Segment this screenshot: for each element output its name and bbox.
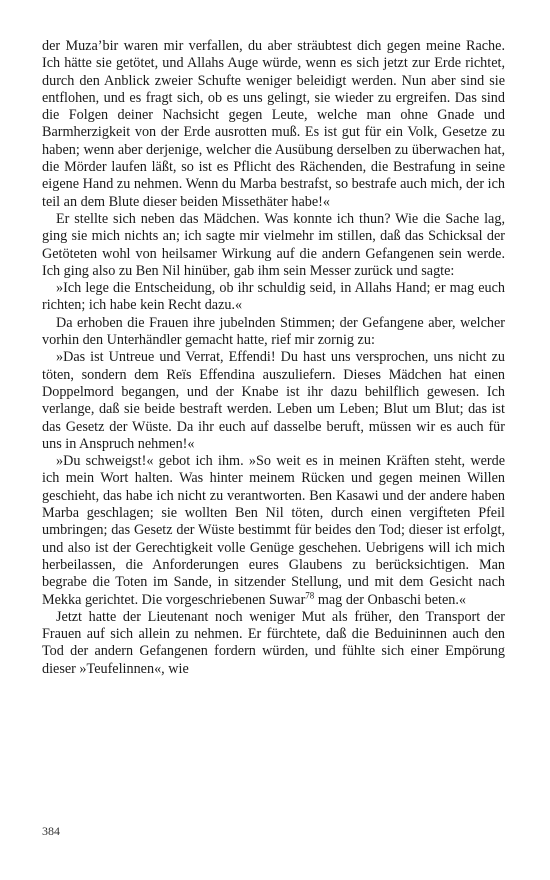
paragraph-5: »Das ist Untreue und Verrat, Effendi! Du hast uns versprochen, uns nicht zu töten, sondern dem Reïs Effendina auszuliefern. Dieses Mädchen hat einen Doppelmord begangen, und der Knabe ist ihr dazu behilflich gewesen. Ich verlange, daß sie beide bestraft werden. Leben um Leben; Blut um Blut; das ist das Gesetz der Wüste. Da ihr euch auf dasselbe beruft, müssen wir es auch für uns in Anspruch nehmen!« [42,349,505,452]
paragraph-1: der Muza’bir waren mir verfallen, du aber sträubtest dich gegen meine Rache. Ich hätte sie getötet, und Allahs Auge würde, wenn es sich jetzt zur Erde richtet, durch den Anblick zweier Schufte weniger beleidigt werden. Nun aber sind sie entflohen, und es fragt sich, ob es uns gelingt, sie wieder zu ergreifen. Das sind die Folgen deiner Nachsicht gegen Leute, welche man ohne Gnade und Barmherzigkeit von der Erde ausrotten muß. Es ist gut für ein Volk, Gesetze zu haben; wenn aber derjenige, welcher die Ausübung derselben zu überwachen hat, die Mörder laufen läßt, so ist es Pflicht des Rächenden, die Bestrafung in seine eigene Hand zu nehmen. Wenn du Marba bestrafst, so bestrafe auch mich, der ich teil an dem Blute dieser beiden Missethäter habe!« [42,38,505,210]
footnote-reference[interactable]: 78 [305,589,315,600]
paragraph-3: »Ich lege die Entscheidung, ob ihr schuldig seid, in Allahs Hand; er mag euch richten; ich habe kein Recht dazu.« [42,280,505,314]
paragraph-6-text: »Du schweigst!« gebot ich ihm. »So weit es in meinen Kräften steht, werde ich mein Wort halten. Was hinter meinem Rücken und gegen meinen Willen geschieht, das habe ich nicht zu verantworten. Ben Kasawi und der andere haben Marba geschlagen; sie wollten Ben Nil töten, durch einen vergifteten Pfeil umbringen; das Gesetz der Wüste bestimmt für beides den Tod; dieser ist erfolgt, und also ist der Gerechtigkeit volle Genüge geschehen. Uebrigens will ich mich herbeilassen, die Anforderungen eures Glaubens zu berücksichtigen. Man begrabe die Toten im Sande, in sitzender Stellung, und mit dem Gesicht nach Mekka gerichtet. Die vorgeschriebenen Suwar [42,453,505,608]
paragraph-6 [42,453,505,609]
paragraph-4: Da erhoben die Frauen ihre jubelnden Stimmen; der Gefangene aber, welcher vorhin den Unterhändler gemacht hatte, rief mir zornig zu: [42,314,505,349]
paragraph-7: Jetzt hatte der Lieutenant noch weniger Mut als früher, den Transport der Frauen auf sich allein zu nehmen. Er fürchtete, daß die Beduininnen auch den Tod der andern Gefangenen fordern würden, und fühlte sich einer Empörung dieser »Teufelinnen«, wie [42,608,505,677]
page-number: 384 [42,824,60,838]
page-body [42,38,505,678]
paragraph-6-text-after: mag der Onbaschi beten.« [314,591,466,608]
paragraph-2: Er stellte sich neben das Mädchen. Was konnte ich thun? Wie die Sache lag, ging sie mich nichts an; ich sagte mir vielmehr im stillen, daß das Schicksal der Getöteten wohl von heilsamer Wirkung auf die andern Gefangenen sein werde. Ich ging also zu Ben Nil hinüber, gab ihm sein Messer zurück und sagte: [42,210,505,279]
